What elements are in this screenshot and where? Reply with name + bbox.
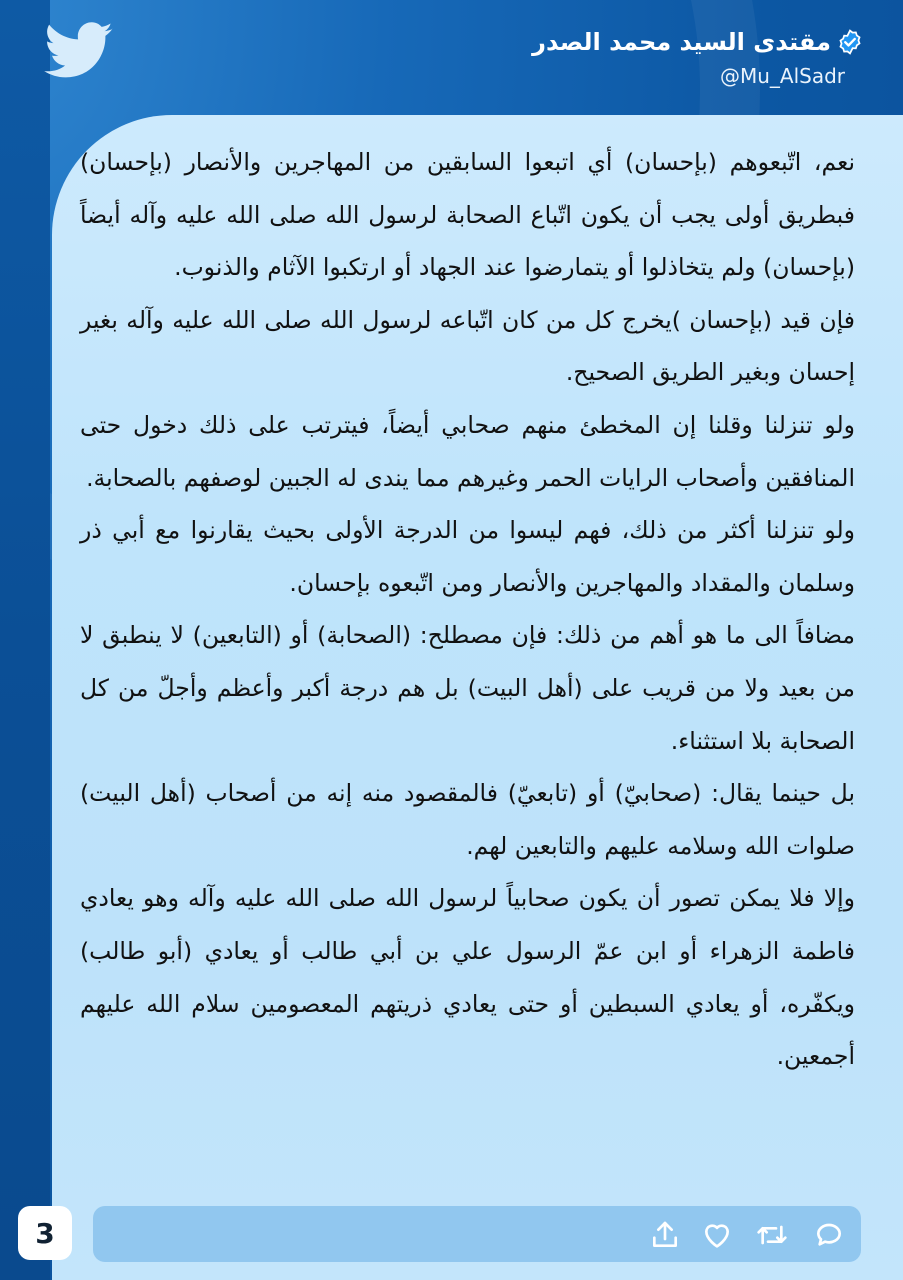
retweet-icon[interactable] (756, 1219, 788, 1251)
tweet-paragraph: بل حينما يقال: (صحابيّ) أو (تابعيّ) فالمقصود منه إنه من أصحاب (أهل البيت) صلوات الله وسلامه عليهم والتابعين لهم. (80, 779, 855, 860)
tweet-actions-bar (93, 1206, 861, 1262)
left-edge-strip (0, 0, 50, 1280)
tweet-header (532, 28, 863, 88)
tweet-paragraph: فإن قيد (بإحسان )يخرج كل من كان اتّباعه لرسول الله صلى الله عليه وآله بغير إحسان وبغير الطريق الصحيح. (80, 305, 855, 387)
tweet-body (80, 136, 855, 1083)
tweet-paragraph: مضافاً الى ما هو أهم من ذلك: فإن مصطلح: (الصحابة) أو (التابعين) لا ينطبق لا من بعيد ولا من قريب على (أهل البيت) بل هم درجة أكبر وأعظم وأجلّ من كل الصحابة بلا استثناء. (80, 621, 855, 755)
heart-icon[interactable] (701, 1219, 733, 1251)
tweet-paragraph: وإلا فلا يمكن تصور أن يكون صحابياً لرسول الله صلى الله عليه وآله وهو يعادي فاطمة الزهراء أو ابن عمّ الرسول علي بن أبي طالب أو يعادي (أبو طالب) ويكفّره، أو يعادي السبطين أو حتى يعادي ذريتهم المعصومين سلام الله عليهم أجمعين. (80, 884, 855, 1071)
page-number-badge (18, 1206, 72, 1260)
page-number: 3 (35, 1216, 55, 1250)
reply-icon[interactable] (813, 1219, 845, 1251)
account-name[interactable]: مقتدى السيد محمد الصدر (532, 28, 831, 56)
twitter-bird-icon (44, 22, 114, 80)
verified-badge-icon (837, 29, 863, 55)
tweet-paragraph: ولو تنزلنا أكثر من ذلك، فهم ليسوا من الدرجة الأولى بحيث يقارنوا مع أبي ذر وسلمان والمقداد والمهاجرين والأنصار ومن اتّبعوه بإحسان. (80, 516, 855, 597)
share-icon[interactable] (649, 1219, 681, 1251)
account-handle[interactable]: @Mu_AlSadr (719, 64, 845, 88)
tweet-paragraph: ولو تنزلنا وقلنا إن المخطئ منهم صحابي أيضاً، فيترتب على ذلك دخول حتى المنافقين وأصحاب الرايات الحمر وغيرهم مما يندى له الجبين لوصفهم بالصحابة. (80, 410, 855, 492)
tweet-paragraph: نعم، اتّبعوهم (بإحسان) أي اتبعوا السابقين من المهاجرين والأنصار (بإحسان) فبطريق أولى يجب أن يكون اتّباع الصحابة لرسول الله صلى الله عليه وآله أيضاً (بإحسان) ولم يتخاذلوا أو يتمارضوا عند الجهاد أو ارتكبوا الآثام والذنوب. (80, 148, 855, 282)
